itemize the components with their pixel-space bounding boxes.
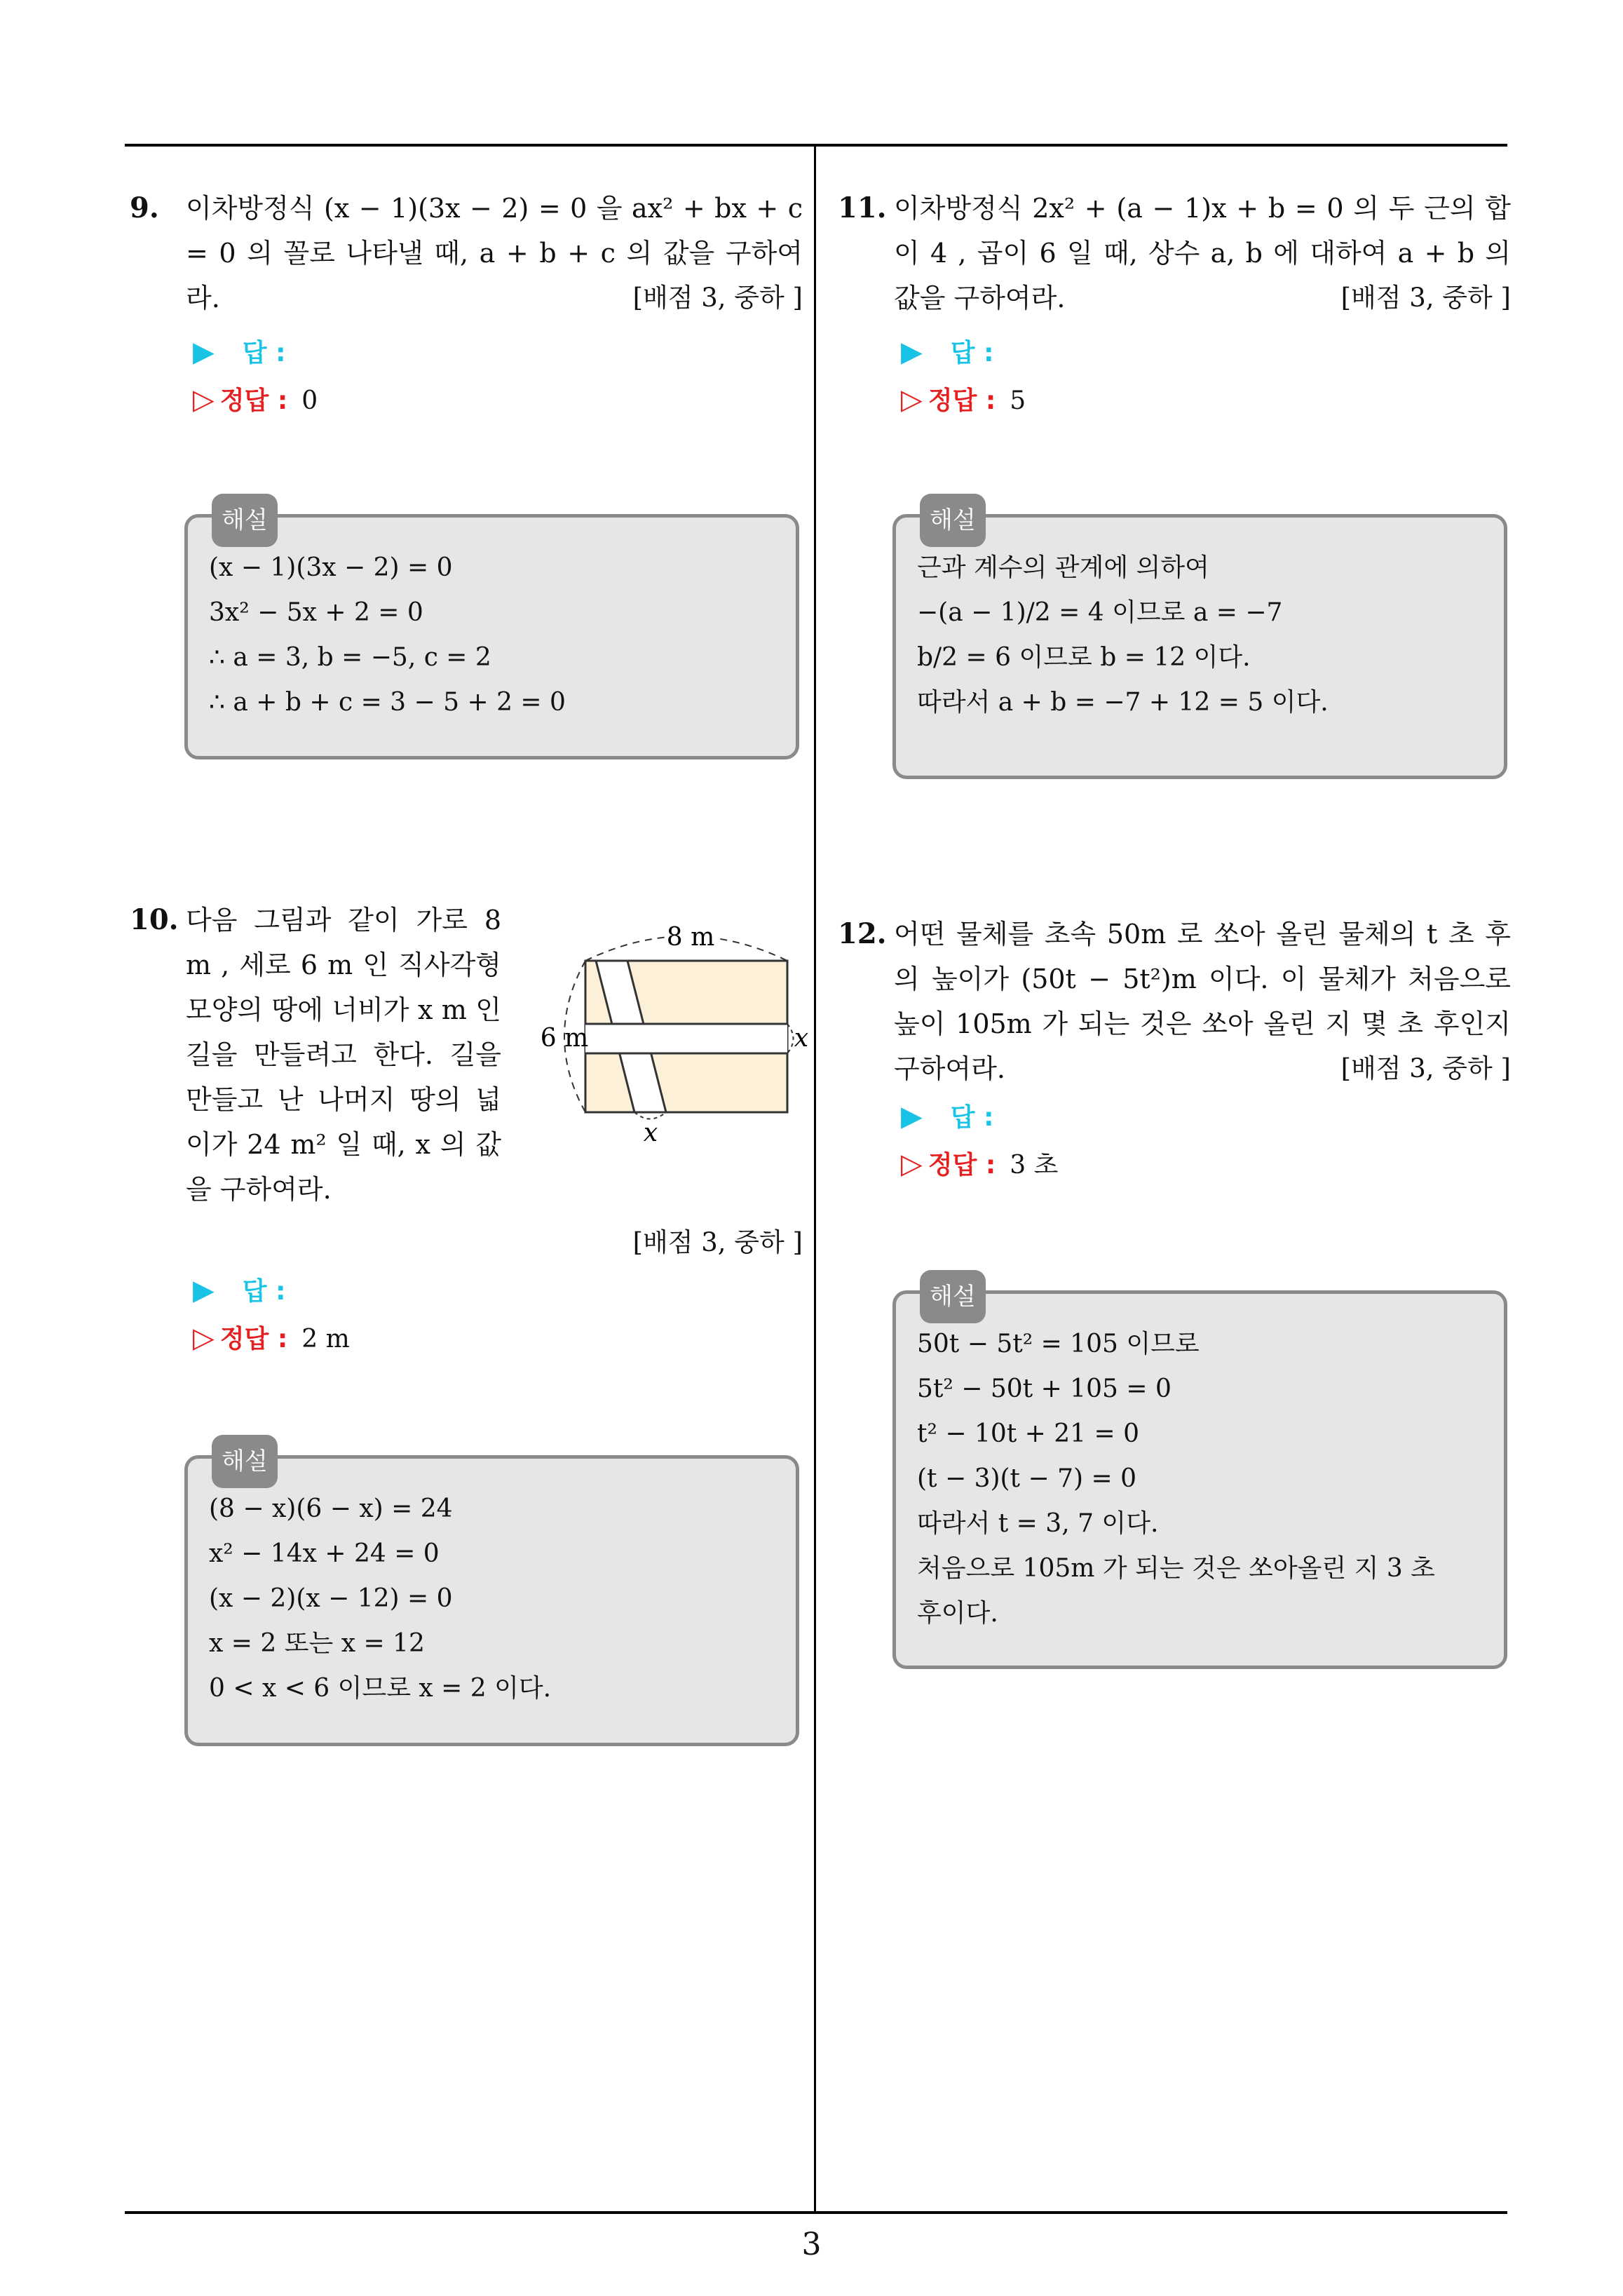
solution-line: x² − 14x + 24 = 0 — [209, 1539, 440, 1568]
solution-tag: 해설 — [920, 494, 986, 547]
solution-tag: 해설 — [920, 1270, 986, 1323]
outline-triangle-icon: ▷ — [193, 384, 215, 416]
answer-label: 답 : — [950, 339, 994, 367]
correct-value: 2 m — [301, 1325, 350, 1353]
correct-label: 정답 : — [219, 386, 288, 415]
correct-answer-row — [193, 1316, 350, 1362]
solution-line: ∴ a + b + c = 3 − 5 + 2 = 0 — [209, 688, 566, 717]
solution-line: 근과 계수의 관계에 의하여 — [917, 553, 1209, 582]
problem-number: 10. — [130, 903, 179, 936]
problem-10 — [130, 898, 809, 1774]
answer-row — [901, 1094, 993, 1140]
solution-line: 따라서 t = 3, 7 이다. — [917, 1509, 1159, 1538]
play-triangle-icon: ▶ — [901, 336, 923, 368]
solution-line: b/2 = 6 이므로 b = 12 이다. — [917, 643, 1251, 672]
problem-text: 이차방정식 2x² + (a − 1)x + b = 0 의 두 근의 합이 4 , 곱이 6 일 때, 상수 a, b 에 대하여 a + b 의 값을 구하여라. — [894, 193, 1511, 313]
correct-label: 정답 : — [928, 1151, 996, 1180]
problem-12 — [838, 912, 1511, 1718]
solution-line: 3x² − 5x + 2 = 0 — [209, 598, 423, 627]
solution-line: x = 2 또는 x = 12 — [209, 1629, 425, 1658]
road-figure — [529, 912, 810, 1143]
solution-tag: 해설 — [212, 1435, 278, 1488]
fig-top-label: 8 m — [666, 923, 715, 952]
problem-number: 9. — [130, 191, 159, 224]
play-triangle-icon: ▶ — [193, 336, 215, 368]
bottom-rule — [125, 2211, 1507, 2214]
answer-row — [193, 1268, 285, 1314]
page-number: 3 — [801, 2227, 822, 2262]
score-label: [배점 3, 중하 ] — [632, 1227, 803, 1257]
solution-line: ∴ a = 3, b = −5, c = 2 — [209, 643, 491, 672]
answer-label: 답 : — [242, 339, 286, 367]
correct-answer-row — [901, 1142, 1058, 1188]
solution-tag: 해설 — [212, 494, 278, 547]
score-label: [배점 3, 중하 ] — [632, 283, 803, 313]
solution-line: (t − 3)(t − 7) = 0 — [917, 1464, 1136, 1493]
solution-line: 후이다. — [917, 1599, 998, 1628]
answer-label: 답 : — [242, 1277, 286, 1306]
problem-text: 이차방정식 (x − 1)(3x − 2) = 0 을 ax² + bx + c = 0 의 꼴로 나타낼 때, a + b + c 의 값을 구하여라. — [186, 193, 803, 313]
solution-line: (x − 1)(3x − 2) = 0 — [209, 553, 453, 582]
score-label: [배점 3, 중하 ] — [1340, 283, 1511, 313]
solution-lines — [209, 1487, 775, 1711]
column-divider — [814, 144, 816, 2213]
score-label: [배점 3, 중하 ] — [1340, 1053, 1511, 1083]
outline-triangle-icon: ▷ — [193, 1322, 215, 1354]
correct-label: 정답 : — [219, 1325, 288, 1353]
correct-value: 3 초 — [1010, 1151, 1059, 1180]
solution-box — [184, 506, 799, 759]
correct-answer-row — [901, 377, 1026, 424]
solution-line: 0 < x < 6 이므로 x = 2 이다. — [209, 1674, 552, 1703]
problem-text: 다음 그림과 같이 가로 8 m , 세로 6 m 인 직사각형 모양의 땅에 너비가 x m 인 길을 만들려고 한다. 길을 만들고 난 나머지 땅의 넓이가 24 m² 일 때, x 의 값을 구하여라. — [186, 905, 501, 1205]
solution-box — [184, 1447, 799, 1746]
top-rule — [125, 144, 1507, 147]
solution-lines — [917, 1322, 1483, 1636]
outline-triangle-icon: ▷ — [901, 1148, 923, 1180]
correct-value: 0 — [301, 386, 318, 415]
problem-9 — [130, 186, 803, 817]
solution-line: 처음으로 105m 가 되는 것은 쏘아올린 지 3 초 — [917, 1554, 1435, 1583]
answer-label: 답 : — [950, 1103, 994, 1132]
play-triangle-icon: ▶ — [901, 1100, 923, 1133]
solution-line: 5t² − 50t + 105 = 0 — [917, 1375, 1172, 1403]
solution-lines — [917, 546, 1483, 725]
solution-box — [892, 1283, 1507, 1669]
problem-text: 어떤 물체를 초속 50m 로 쏘아 올린 물체의 t 초 후의 높이가 (50t − 5t²)m 이다. 이 물체가 처음으로 높이 105m 가 되는 것은 쏘아 올린 지 몇 초 후인지 구하여라. — [894, 919, 1511, 1084]
road-diagram — [529, 912, 810, 1143]
outline-triangle-icon: ▷ — [901, 384, 923, 416]
solution-line: −(a − 1)/2 = 4 이므로 a = −7 — [917, 598, 1283, 627]
solution-line: t² − 10t + 21 = 0 — [917, 1419, 1140, 1448]
problem-number: 11. — [838, 191, 887, 224]
correct-label: 정답 : — [928, 386, 996, 415]
solution-box — [892, 506, 1507, 779]
correct-value: 5 — [1010, 386, 1026, 415]
answer-row — [901, 330, 993, 376]
fig-right-label: x — [794, 1024, 809, 1053]
solution-line: 50t − 5t² = 105 이므로 — [917, 1330, 1200, 1358]
problem-number: 12. — [838, 917, 887, 950]
solution-line: 따라서 a + b = −7 + 12 = 5 이다. — [917, 688, 1329, 717]
correct-answer-row — [193, 377, 318, 424]
fig-left-label: 6 m — [540, 1024, 589, 1053]
fig-bottom-label: x — [643, 1119, 658, 1143]
solution-line: (8 − x)(6 − x) = 24 — [209, 1494, 453, 1523]
solution-line: (x − 2)(x − 12) = 0 — [209, 1584, 453, 1613]
problem-11 — [838, 186, 1511, 817]
solution-lines — [209, 546, 775, 725]
play-triangle-icon: ▶ — [193, 1274, 215, 1306]
answer-row — [193, 330, 285, 376]
